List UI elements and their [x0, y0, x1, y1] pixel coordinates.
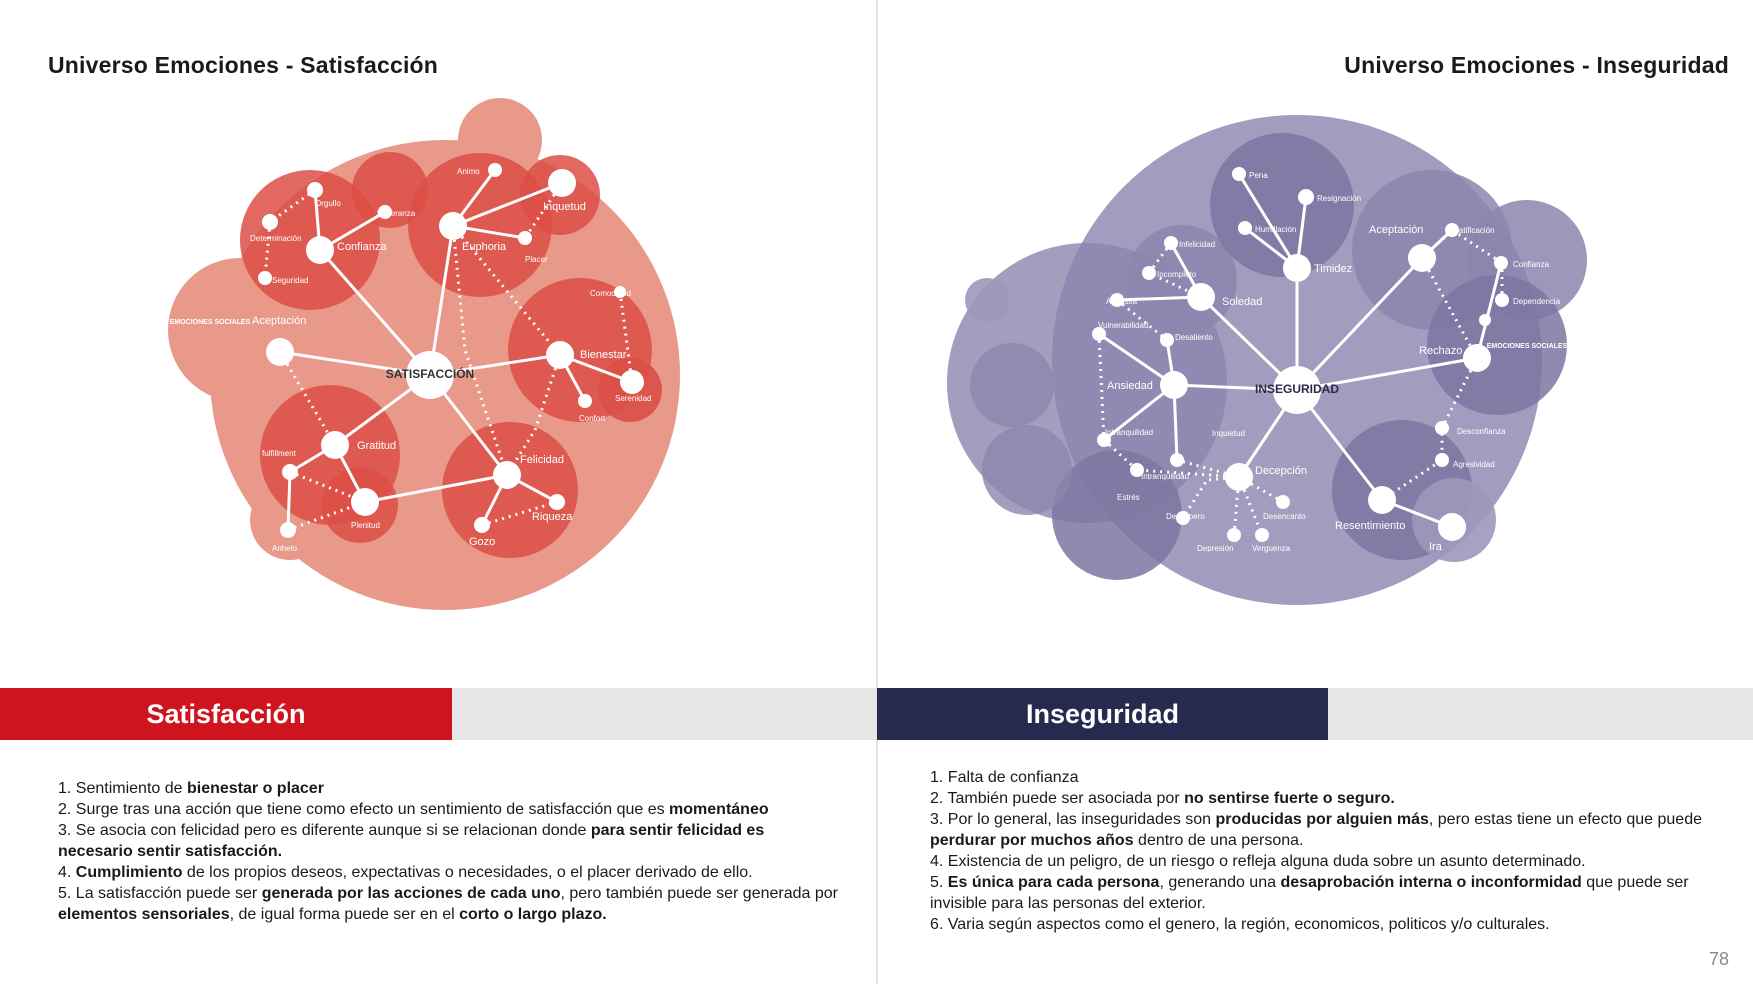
node-label: Intranquilidad [1141, 472, 1190, 481]
item-text: bienestar o placer [186, 780, 324, 797]
node-label: Resentimiento [1335, 520, 1406, 532]
section-banner [0, 688, 876, 740]
node-label: Anhelo [272, 544, 297, 553]
item-number: 5. [930, 874, 948, 891]
definition-item [58, 820, 838, 862]
item-number: 2. [930, 790, 948, 807]
node-label: Vulnerabilidad [1098, 321, 1149, 330]
section-banner [877, 688, 1753, 740]
definition-item [930, 788, 1730, 809]
node-label: Pena [1249, 171, 1268, 180]
item-text: La satisfacción puede ser [75, 885, 262, 902]
node-label: Soledad [1222, 296, 1263, 308]
node-label: Gratitud [357, 440, 397, 452]
node-label: EMOCIONES SOCIALES [1486, 343, 1568, 350]
item-number: 2. [58, 801, 76, 818]
inseguridad-emotion-map [877, 0, 1753, 640]
item-text: Se asocia con felicidad pero es diferente aunque si se relacionan donde [75, 822, 591, 839]
item-text: perdurar por muchos años [930, 832, 1134, 849]
center-label: SATISFACCIÓN [385, 367, 475, 381]
node-label: Determinación [250, 234, 302, 243]
node-label: Aceptación [252, 315, 307, 327]
center-label: INSEGURIDAD [1254, 382, 1340, 396]
node-label: Seguridad [272, 276, 309, 285]
item-number: 6. [930, 916, 948, 933]
node-label: Gozo [469, 536, 496, 548]
node-label: Confianza [337, 241, 387, 253]
item-text: Por lo general, las inseguridades son [947, 811, 1216, 828]
definition-item [930, 872, 1730, 914]
item-text: Surge tras una acción que tiene como efecto un sentimiento de satisfacción que es [75, 801, 670, 818]
banner-title: Satisfacción [0, 688, 452, 740]
node-label: Confort [579, 414, 606, 423]
item-text: producidas por alguien más [1215, 811, 1429, 828]
definition-item [930, 914, 1730, 935]
node-label: Gratificación [1450, 226, 1495, 235]
node-label: Infelicidad [1179, 240, 1216, 249]
node-label: Placer [525, 255, 548, 264]
item-number: 3. [930, 811, 948, 828]
node-label: Felicidad [520, 454, 565, 466]
item-number: 1. [58, 780, 76, 797]
node-label: Estrés [1117, 493, 1140, 502]
page-title-inseguridad: Universo Emociones - Inseguridad [1344, 52, 1729, 78]
definition-item [58, 778, 838, 799]
item-number: 3. [58, 822, 76, 839]
banner-title: Inseguridad [877, 688, 1328, 740]
item-text: elementos sensoriales [58, 906, 230, 923]
node-label: Esperanza [377, 209, 416, 218]
satisfaccion-emotion-map [0, 0, 877, 640]
page-number: 78 [1708, 949, 1729, 969]
definition-item [58, 862, 838, 883]
item-number: 4. [930, 853, 948, 870]
item-text: de los propios deseos, expectativas o necesidades, o el placer derivado de ello. [182, 864, 753, 881]
item-text: para sentir felicidad es necesario sentir satisfacción. [58, 822, 765, 860]
node-label: Aceptación [1369, 224, 1424, 236]
page-title-satisfaccion: Universo Emociones - Satisfacción [48, 52, 439, 78]
item-text: corto o largo plazo. [459, 906, 607, 923]
item-text: Existencia de un peligro, de un riesgo o refleja alguna duda sobre un asunto determinado. [947, 853, 1586, 870]
node-label: Plenitud [351, 521, 380, 530]
item-text: También puede ser asociada por [947, 790, 1185, 807]
node-label: Dependencia [1513, 297, 1561, 306]
item-text: generada por las acciones de cada uno [261, 885, 561, 902]
item-text: , generando una [1159, 874, 1281, 891]
node-label: Desespero [1166, 512, 1205, 521]
node-label: Inquetud [543, 201, 586, 213]
node-label: Rechazo [1419, 345, 1463, 357]
node-label: Inquietud [1212, 429, 1245, 438]
node-label: Ira [1429, 541, 1442, 553]
item-text: , de igual forma puede ser en el [229, 906, 460, 923]
item-text: Es única para cada persona [947, 874, 1160, 891]
node-label: Comodidad [590, 289, 631, 298]
definition-item [930, 851, 1730, 872]
definition-item [930, 809, 1730, 851]
node-label: Angustia [1106, 297, 1138, 306]
node-label: Depresión [1197, 544, 1234, 553]
item-text: que puede ser invisible para las personas del exterior. [930, 874, 1689, 912]
node-label: Incompleto [1157, 270, 1197, 279]
item-text: dentro de una persona. [1133, 832, 1304, 849]
node-label: EMOCIONES SOCIALES [169, 319, 251, 326]
definition-item [930, 767, 1730, 788]
item-text: , pero también puede ser generada por [560, 885, 838, 902]
node-label: Bienestar [580, 349, 627, 361]
node-label: Intranquilidad [1105, 428, 1154, 437]
item-text: Varia según aspectos como el genero, la región, economicos, politicos y/o culturales. [947, 916, 1550, 933]
node-label: Animo [457, 167, 480, 176]
node-label: Agresividad [1453, 460, 1495, 469]
node-label: Verguenza [1252, 544, 1291, 553]
node-label: Desaliento [1175, 333, 1213, 342]
item-number: 4. [58, 864, 76, 881]
satisfaccion-definition-list [58, 778, 838, 925]
item-text: Sentimiento de [75, 780, 187, 797]
node-label: Timidez [1314, 263, 1353, 275]
definition-item [58, 883, 838, 925]
inseguridad-definition-list [930, 767, 1730, 935]
item-text: Cumplimiento [75, 864, 183, 881]
item-text: momentáneo [669, 801, 769, 818]
item-number: 5. [58, 885, 76, 902]
node-label: Ansiedad [1107, 380, 1153, 392]
item-text: no sentirse fuerte o seguro. [1184, 790, 1395, 807]
node-label: Resignación [1317, 194, 1362, 203]
definition-item [58, 799, 838, 820]
node-label: Desconfianza [1457, 427, 1506, 436]
node-label: fulfillment [262, 449, 296, 458]
item-text: Falta de confianza [947, 769, 1079, 786]
right-page [877, 0, 1753, 984]
item-text: desaprobación interna o inconformidad [1280, 874, 1582, 891]
node-label: Serenidad [615, 394, 652, 403]
node-label: Humillación [1255, 225, 1297, 234]
node-label: Riqueza [532, 511, 573, 523]
node-label: Desencanto [1263, 512, 1306, 521]
node-label: Confianza [1513, 260, 1550, 269]
item-text: , pero estas tiene un efecto que puede [1428, 811, 1702, 828]
node-label: Euphoria [462, 241, 507, 253]
node-label: Orgullo [315, 199, 341, 208]
node-label: Decepción [1255, 465, 1307, 477]
item-number: 1. [930, 769, 948, 786]
